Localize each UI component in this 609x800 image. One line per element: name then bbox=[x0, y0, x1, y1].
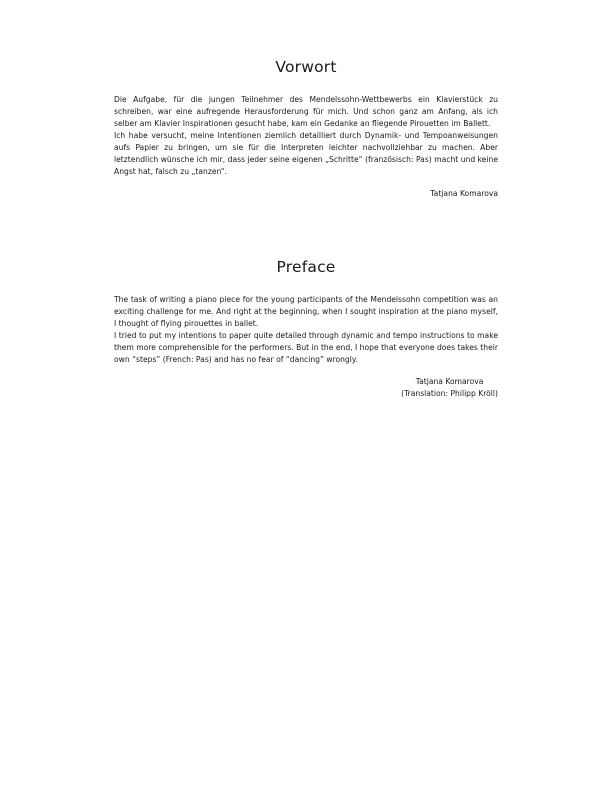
vorwort-paragraph: Ich habe versucht, meine Intentionen ziemlich detailliert durch Dynamik- und Tempoanweisungen aufs Papier zu bringen, um sie für die Interpreten leichter nachvollziehbar zu machen. Aber letztendlich wünsche ich mir, dass jeder seine eigenen „Schritte“ (französisch: Pas) macht und keine Angst hat, falsch zu „tanzen“. bbox=[114, 131, 498, 176]
preface-paragraph: The task of writing a piano piece for the young participants of the Mendelssohn competition was an exciting challenge for me. And right at the beginning, when I sought inspiration at the piano myself, I thought of flying pirouettes in ballet. bbox=[114, 295, 498, 328]
translation-credit: (Translation: Philipp Kröll) bbox=[401, 389, 498, 398]
vorwort-title: Vorwort bbox=[275, 58, 337, 76]
preface-title: Preface bbox=[276, 258, 336, 276]
vorwort-section bbox=[114, 58, 498, 200]
preface-signature-block bbox=[114, 376, 498, 400]
vorwort-signature: Tatjana Komarova bbox=[430, 189, 498, 198]
preface-section bbox=[114, 258, 498, 400]
vorwort-paragraph: Die Aufgabe, für die jungen Teilnehmer des Mendelssohn-Wettbewerbs ein Klavierstück zu schreiben, war eine aufregende Herausforderung für mich. Und schon ganz am Anfang, als ich selber am Klavier Inspirationen gesucht habe, kam ein Gedanke an fliegende Pirouetten im Ballett. bbox=[114, 95, 498, 128]
preface-signature: Tatjana Komarova bbox=[415, 377, 484, 386]
preface-paragraph: I tried to put my intentions to paper quite detailed through dynamic and tempo instructions to make them more comprehensible for the performers. But in the end, I hope that everyone does takes their own “steps” (French: Pas) and has no fear of “dancing” wrongly. bbox=[114, 331, 498, 364]
